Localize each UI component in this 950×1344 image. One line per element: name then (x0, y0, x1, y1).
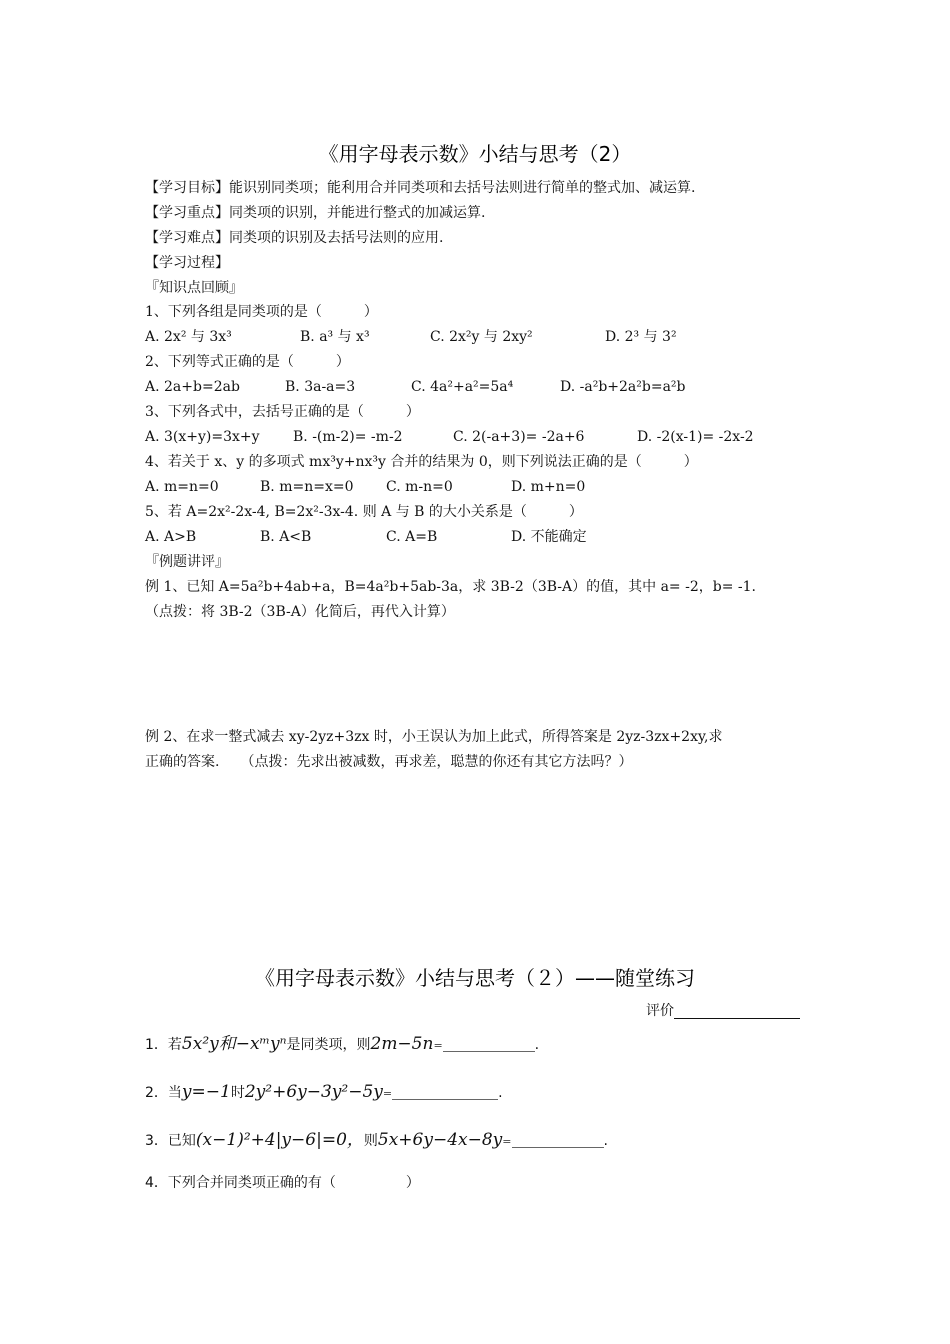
option-c: C. 2(-a+3)= -2a+6 (453, 429, 585, 445)
question-4-stem: 4、若关于 x、y 的多项式 mx³y+nx³y 合并的结果为 0，则下列说法正确的是（ ） (145, 454, 698, 470)
practice-title: 《用字母表示数》小结与思考（２）——随堂练习 (255, 966, 695, 990)
question-5-stem: 5、若 A=2x²-2x-4, B=2x²-3x-4. 则 A 与 B 的大小关系是（ ） (145, 504, 583, 520)
example-1-hint: （点拨：将 3B-2（3B-A）化简后，再代入计算） (145, 604, 455, 620)
practice-1-num: 1．若 (145, 1037, 182, 1053)
option-d: D. -2(x-1)= -2x-2 (637, 429, 754, 445)
option-a: A. 3(x+y)=3x+y (145, 429, 260, 445)
practice-2-cond: y=−1 (181, 1082, 231, 1102)
option-a: A. m=n=0 (145, 479, 219, 495)
option-b: B. a³ 与 x³ (300, 329, 370, 345)
practice-3-num: 3．已知 (145, 1133, 196, 1149)
practice-2-expr: 2y²+6y−3y²−5y (244, 1082, 383, 1102)
practice-3-mid: 则 (363, 1133, 378, 1149)
practice-3: 3．已知(x−1)²+4|y−6|=0，则5x+6y−4x−8y= . (145, 1130, 608, 1150)
option-a: A. A>B (145, 529, 197, 545)
question-2-stem: 2、下列等式正确的是（ ） (145, 354, 350, 370)
practice-2-mid: 时 (230, 1085, 245, 1101)
option-a: A. 2a+b=2ab (145, 379, 240, 395)
practice-1-tail: 是同类项，则 (286, 1037, 371, 1053)
example-2-line-2: 正确的答案. （点拨：先求出被减数，再求差，聪慧的你还有其它方法吗？） (145, 754, 633, 770)
option-d: D. m+n=0 (511, 479, 586, 495)
question-1-stem: 1、下列各组是同类项的是（ ） (145, 304, 378, 320)
option-b: B. -(m-2)= -m-2 (293, 429, 403, 445)
evaluation-blank[interactable] (674, 1002, 800, 1019)
review-header: 『知识点回顾』 (145, 280, 243, 296)
answer-blank[interactable] (443, 1037, 535, 1052)
option-b: B. 3a-a=3 (285, 379, 356, 395)
question-3-stem: 3、下列各式中，去括号正确的是（ ） (145, 404, 420, 420)
example-1-line-1: 例 1、已知 A=5a²b+4ab+a，B=4a²b+5ab-3a，求 3B-2（3B-A）的值，其中 a= -2，b= -1. (145, 579, 756, 595)
practice-3-expr: 5x+6y−4x−8y (377, 1130, 503, 1150)
answer-blank[interactable] (512, 1133, 604, 1148)
example-header: 『例题讲评』 (145, 554, 229, 570)
option-d: D. 2³ 与 3² (605, 329, 677, 345)
equals-sign: = (502, 1135, 512, 1148)
option-b: B. m=n=x=0 (260, 479, 354, 495)
learning-difficulty: 【学习难点】同类项的识别及去括号法则的应用. (145, 230, 444, 246)
option-c: C. A=B (386, 529, 438, 545)
learning-goal: 【学习目标】能识别同类项；能利用合并同类项和去括号法则进行简单的整式加、减运算. (145, 180, 696, 196)
learning-process: 【学习过程】 (145, 255, 229, 271)
practice-3-cond: (x−1)²+4|y−6|=0， (195, 1130, 364, 1150)
option-c: C. 4a²+a²=5a⁴ (411, 379, 514, 395)
practice-2: 2．当y=−1时2y²+6y−3y²−5y= . (145, 1082, 503, 1102)
learning-focus: 【学习重点】同类项的识别，并能进行整式的加减运算. (145, 205, 486, 221)
practice-4: 4．下列合并同类项正确的有（ ） (145, 1175, 420, 1191)
practice-2-num: 2．当 (145, 1085, 182, 1101)
option-d: D. 不能确定 (511, 529, 587, 545)
evaluation-label: 评价 (646, 1003, 674, 1019)
equals-sign: = (433, 1039, 443, 1052)
option-c: C. m-n=0 (386, 479, 453, 495)
answer-blank[interactable] (392, 1085, 498, 1100)
practice-1-expr: 2m−5n (370, 1034, 434, 1054)
practice-1: 1．若5x²y和−xᵐyⁿ是同类项，则2m−5n= . (145, 1034, 540, 1054)
option-c: C. 2x²y 与 2xy² (430, 329, 533, 345)
evaluation (646, 1000, 800, 1020)
option-a: A. 2x² 与 3x³ (145, 329, 232, 345)
option-b: B. A<B (260, 529, 312, 545)
example-2-line-1: 例 2、在求一整式减去 xy-2yz+3zx 时，小王误认为加上此式，所得答案是 2yz-3zx+2xy,求 (145, 729, 723, 745)
equals-sign: = (382, 1087, 393, 1100)
practice-1-terms: 5x²y和−xᵐyⁿ (181, 1034, 287, 1054)
option-d: D. -a²b+2a²b=a²b (560, 379, 686, 395)
page-title: 《用字母表示数》小结与思考（2） (318, 142, 632, 166)
